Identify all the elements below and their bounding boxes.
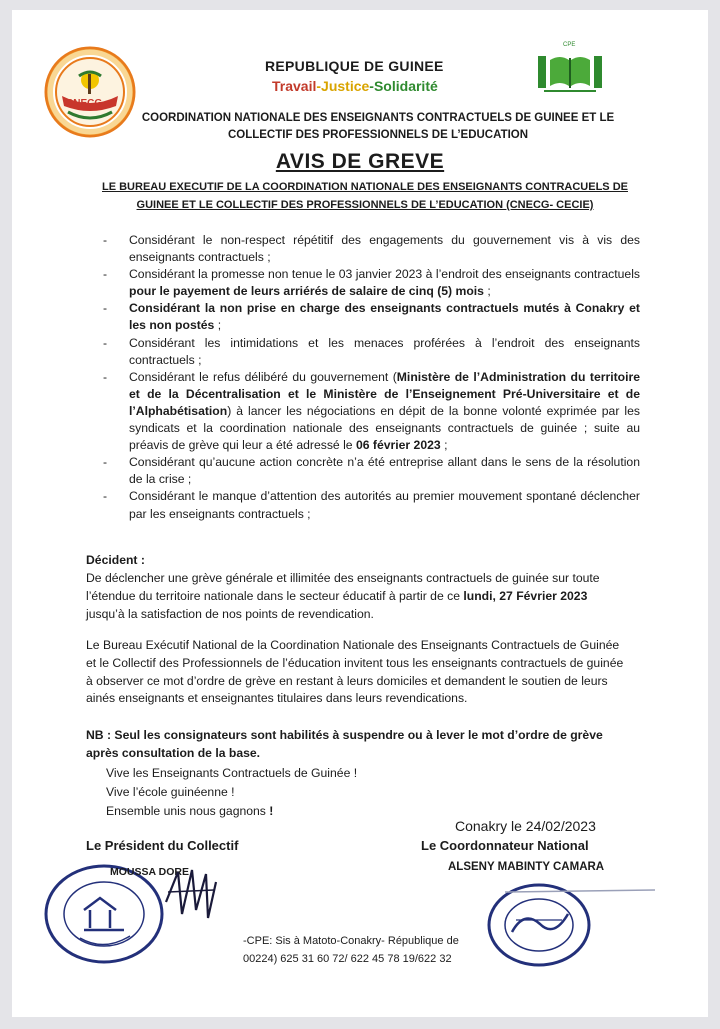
left-signatory-name: MOUSSA DORE bbox=[110, 866, 189, 878]
list-item: - Considérant la non prise en charge des enseignants contractuels mutés à Conakry et les non postés ; bbox=[103, 301, 640, 333]
cnecg-logo-label: CNECG bbox=[66, 98, 103, 109]
footer-line-1: -CPE: Sis à Matoto-Conakry- République de bbox=[243, 935, 459, 947]
motto-word-3: Solidarité bbox=[373, 78, 438, 94]
national-motto: Travail-Justice-Solidarité bbox=[272, 78, 438, 94]
right-signatory-title: Le Coordonnateur National bbox=[421, 838, 589, 853]
slogan-2: Vive l’école guinéenne ! bbox=[106, 785, 235, 799]
slogan-3: Ensemble unis nous gagnons ! bbox=[106, 804, 274, 818]
organization-heading: COORDINATION NATIONALE DES ENSEIGNANTS CONTRACTUELS DE GUINEE ET LE COLLECTIF DES PROFESSIONNELS DE L’EDUCATION bbox=[141, 112, 615, 141]
place-date: Conakry le 24/02/2023 bbox=[455, 818, 596, 834]
motto-word-1: Travail bbox=[272, 78, 317, 94]
list-item: - Considérant la promesse non tenue le 03 janvier 2023 à l’endroit des enseignants contractuels pour le payement de leurs arriérés de salaire de cinq (5) mois ; bbox=[103, 267, 640, 299]
document-title: AVIS DE GREVE bbox=[275, 150, 445, 173]
footer-line-2: 00224) 625 31 60 72/ 622 45 78 19/622 32 bbox=[243, 953, 452, 965]
slogans bbox=[106, 764, 357, 821]
list-item: - Considérant le manque d’attention des autorités au premier mouvement spontané déclencher par les enseignants contractuels ; bbox=[103, 489, 640, 521]
slogan-1: Vive les Enseignants Contractuels de Guinée ! bbox=[106, 766, 358, 780]
document-subtitle: LE BUREAU EXECUTIF DE LA COORDINATION NATIONALE DES ENSEIGNANTS CONTRACUELS DE GUINEE ET LE COLLECTIF DES PROFESSIONNELS DE L’EDUCATION (CNECG- CECIE) bbox=[102, 181, 628, 211]
decision-label: Décident : bbox=[86, 553, 145, 567]
cpe-logo-label: CPE bbox=[563, 42, 576, 48]
motto-word-2: Justice bbox=[321, 78, 370, 94]
list-item: - Considérant le non-respect répétitif des engagements du gouvernement vis à vis des enseignants contractuels ; bbox=[103, 233, 640, 265]
republic-heading: REPUBLIQUE DE GUINEE bbox=[265, 58, 444, 74]
left-signatory-title: Le Président du Collectif bbox=[86, 838, 239, 853]
list-item: - Considérant qu’aucune action concrète n’a été entreprise allant dans le sens de la résolution de la crise ; bbox=[103, 455, 640, 487]
right-signatory-name: ALSENY MABINTY CAMARA bbox=[448, 861, 605, 873]
cnecg-seal-icon bbox=[42, 46, 138, 138]
nb-note: NB : Seul les consignateurs sont habilités à suspendre ou à lever le mot d’ordre de grève après consultation de la base. bbox=[86, 728, 603, 760]
considerants-list bbox=[100, 232, 640, 523]
footer-address bbox=[243, 932, 459, 968]
cpe-book-logo-icon bbox=[534, 44, 606, 96]
list-item: - Considérant le refus délibéré du gouvernement (Ministère de l’Administration du territoire et de la Décentralisation et le Ministère de l’Enseignement Pré-Universitaire et de l’Alphabétisation) à lancer les négociations en dépit de la bonne volonté exprimée par les syndicats et la coordination nationale des enseignants contractuels de guinée ; suite au préavis de grève qui leur a été adressé le 06 février 2023 ; bbox=[103, 369, 640, 453]
list-item: - Considérant les intimidations et les menaces proférées à l’endroit des enseignants contractuels ; bbox=[103, 335, 640, 367]
left-signature-icon bbox=[158, 862, 228, 932]
signature-line bbox=[505, 880, 655, 904]
invitation-paragraph: Le Bureau Exécutif National de la Coordination Nationale des Enseignants Contractuels de Guinée et le Collectif des Professionnels de l’éducation invitent tous les enseignants contractuels de guinée à observer ce mot d’ordre de grève en restant à leurs domiciles et demandent le soutien de leurs ainés enseignants et enseignantes titulaires dans leurs revendications. bbox=[86, 638, 624, 706]
decision-text: De déclencher une grève générale et illimitée des enseignants contractuels de guinée sur toute l’étendue du territoire nationale dans le secteur éducatif à partir de ce lundi, 27 Février 2023 jusqu’à la satisfaction de nos points de revendication. bbox=[86, 571, 600, 621]
